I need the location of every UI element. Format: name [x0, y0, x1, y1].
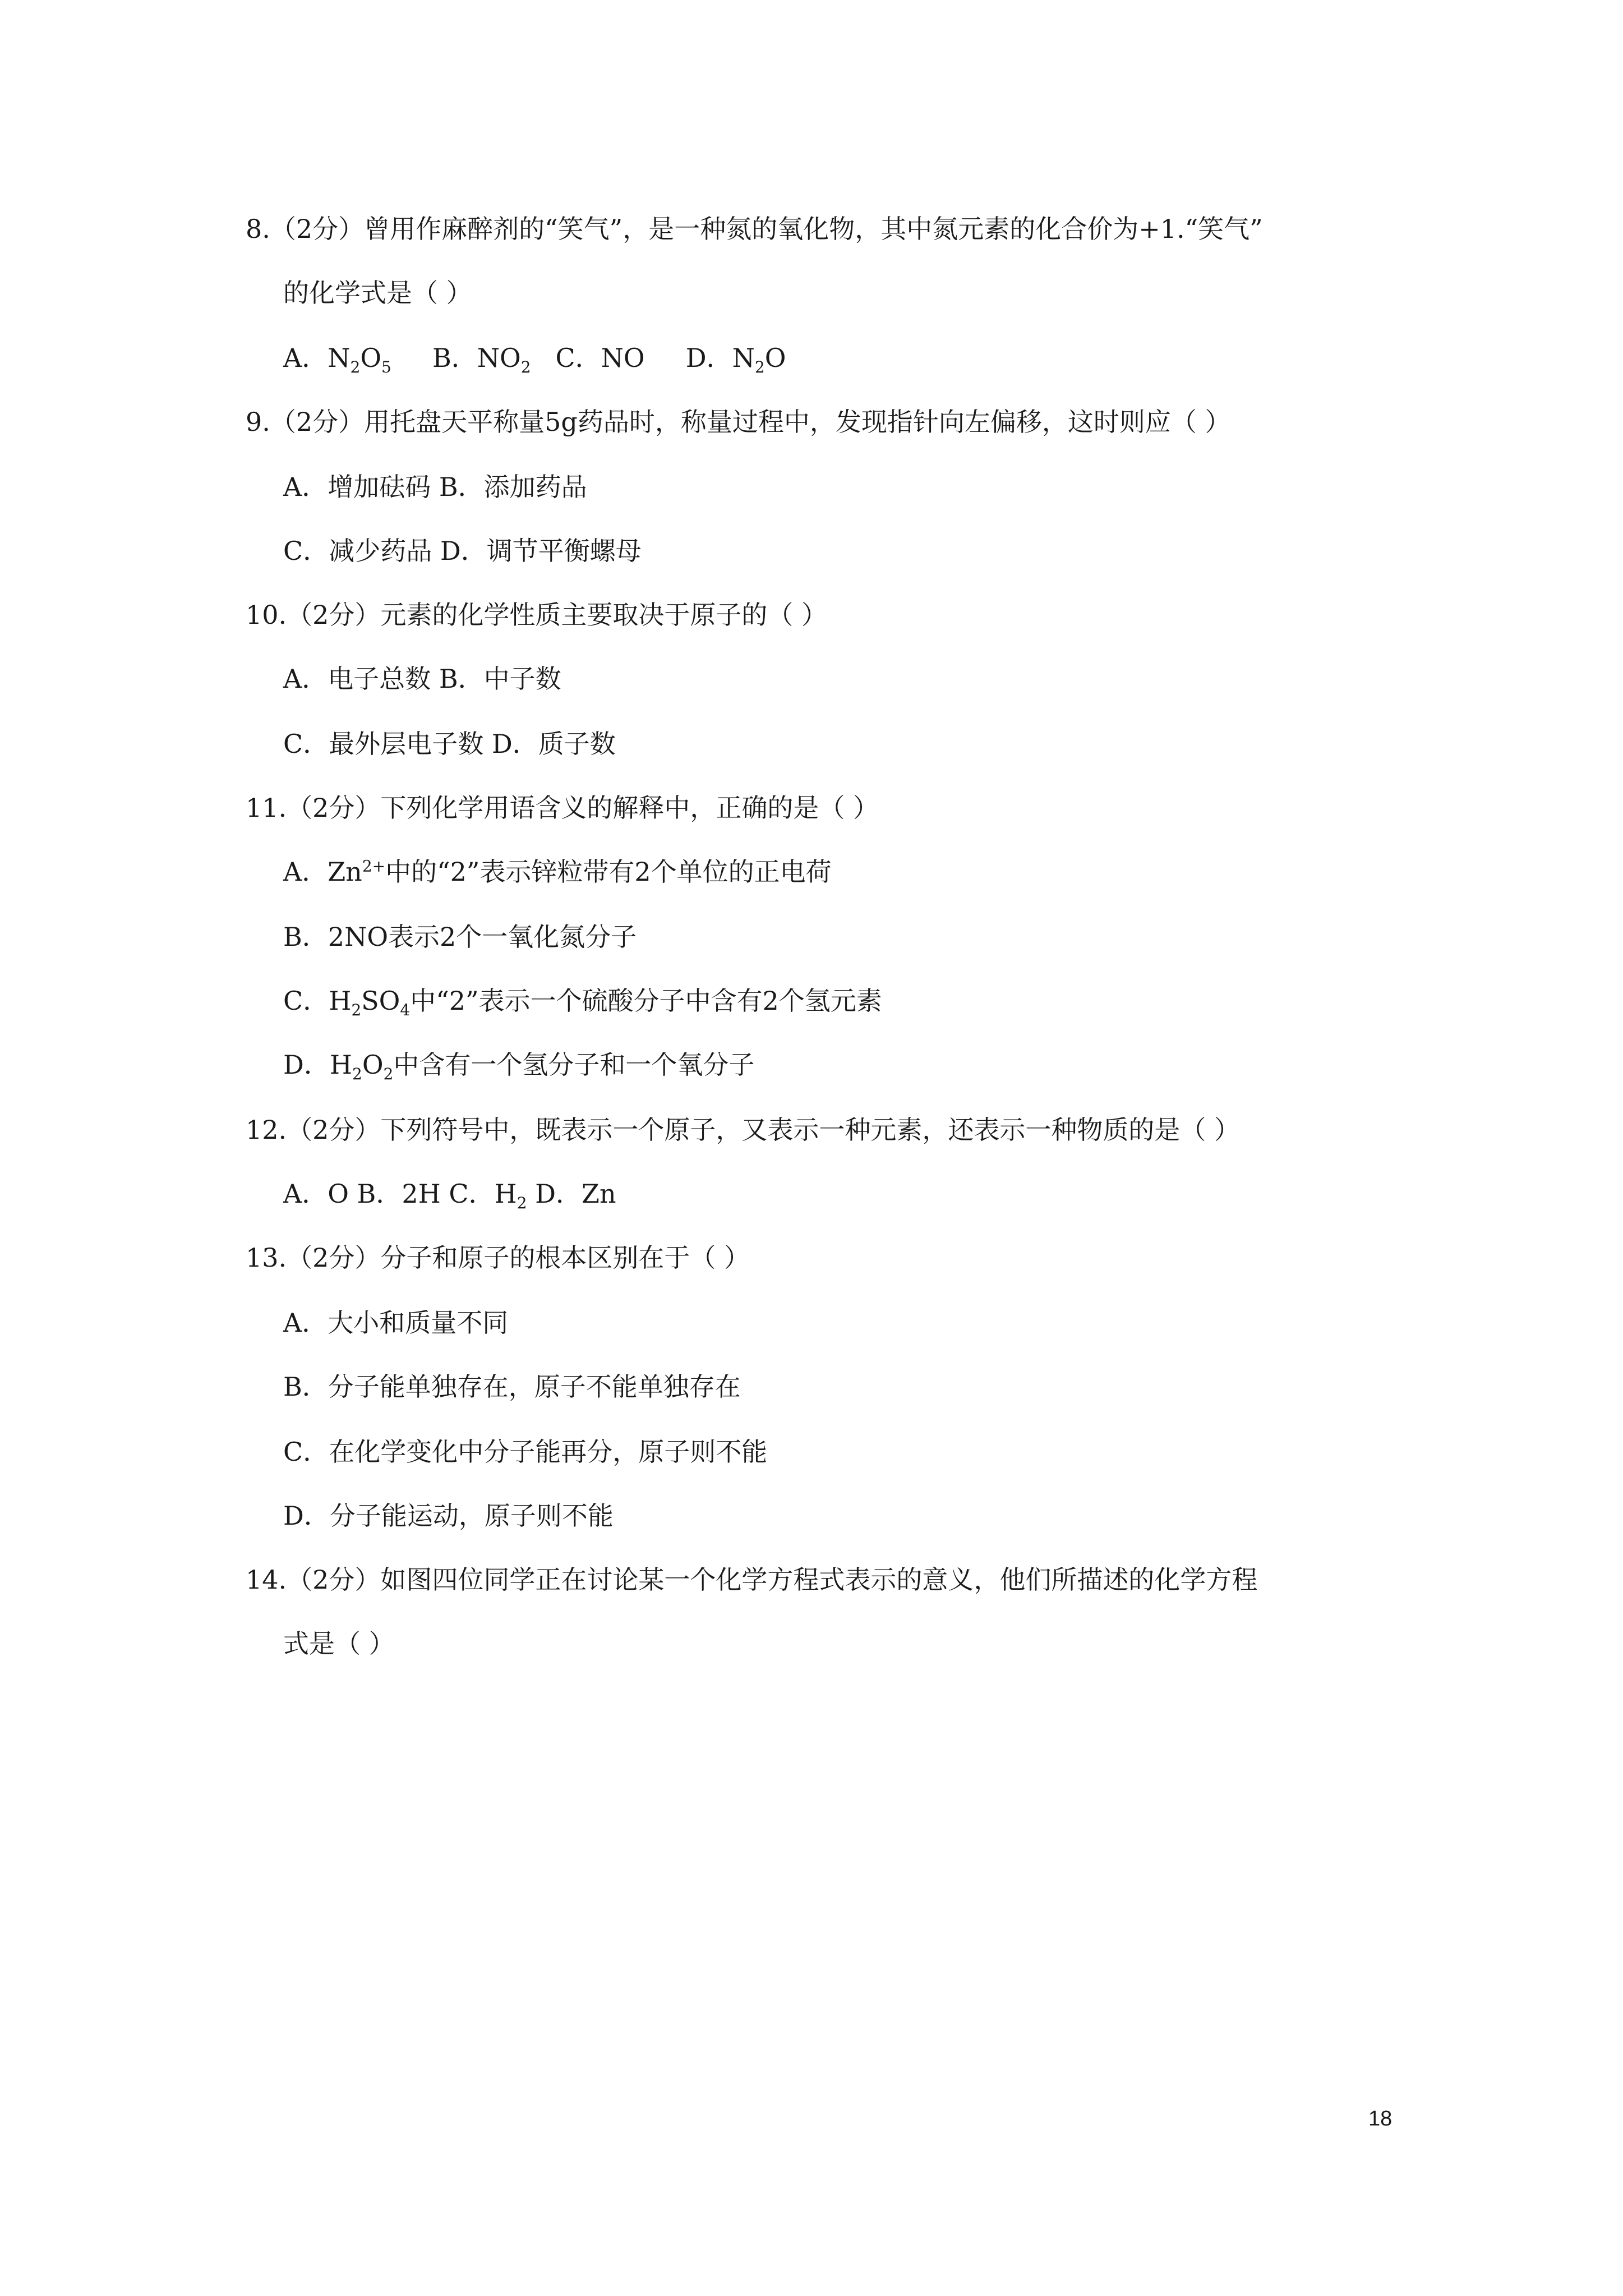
q13-option-b: B．分子能单独存在，原子不能单独存在: [283, 1372, 741, 1402]
q14-stem-line1: 14.（2分）如图四位同学正在讨论某一个化学方程式表示的意义，他们所描述的化学方程: [246, 1565, 1258, 1595]
q11-option-b: B．2NO表示2个一氧化氮分子: [283, 922, 637, 952]
q8-option-a: A．$N_2O_5$: [283, 343, 391, 377]
q12-options: A．O B．2H C．$H_2$ D．Zn: [283, 1179, 616, 1213]
q10-options-row2: C．最外层电子数 D．质子数: [283, 729, 616, 759]
q13-option-c: C．在化学变化中分子能再分，原子则不能: [283, 1437, 768, 1467]
q13-option-d: D．分子能运动，原子则不能: [283, 1501, 614, 1531]
q8-option-b: B．$NO_2$: [432, 343, 531, 377]
q11-option-a: A．$Zn^{2+}$中的“2”表示锌粒带有2个单位的正电荷: [283, 857, 832, 887]
q8-stem-line1: 8.（2分）曾用作麻醉剂的“笑气”，是一种氮的氧化物，其中氮元素的化合价为+1.“笑气”: [246, 214, 1263, 244]
q8-option-d: D．$N_2O$: [685, 343, 786, 377]
q8-option-c: C．NO: [555, 343, 645, 373]
q11-stem: 11.（2分）下列化学用语含义的解释中，正确的是（ ）: [246, 793, 879, 823]
q8-options: [283, 341, 786, 375]
q9-stem: 9.（2分）用托盘天平称量5g药品时，称量过程中，发现指针向左偏移，这时则应（ ）: [246, 407, 1231, 437]
q9-options-row2: C．减少药品 D．调节平衡螺母: [283, 536, 642, 566]
q12-stem: 12.（2分）下列符号中，既表示一个原子，又表示一种元素，还表示一种物质的是（ ）: [246, 1115, 1241, 1145]
q11-option-d: D．$H_2O_2$中含有一个氢分子和一个氧分子: [283, 1050, 755, 1084]
q11-option-c: C．$H_2SO_4$中“2”表示一个硫酸分子中含有2个氢元素: [283, 986, 882, 1020]
q9-options-row1: A．增加砝码 B．添加药品: [283, 472, 587, 502]
q10-options-row1: A．电子总数 B．中子数: [283, 664, 561, 694]
q13-stem: 13.（2分）分子和原子的根本区别在于（ ）: [246, 1243, 750, 1273]
page-number: 18: [1368, 2107, 1393, 2131]
q14-stem-line2: 式是（ ）: [283, 1628, 395, 1659]
q10-stem: 10.（2分）元素的化学性质主要取决于原子的（ ）: [246, 600, 828, 630]
q13-option-a: A．大小和质量不同: [283, 1308, 509, 1338]
q8-stem-line2: 的化学式是（ ）: [283, 278, 472, 308]
